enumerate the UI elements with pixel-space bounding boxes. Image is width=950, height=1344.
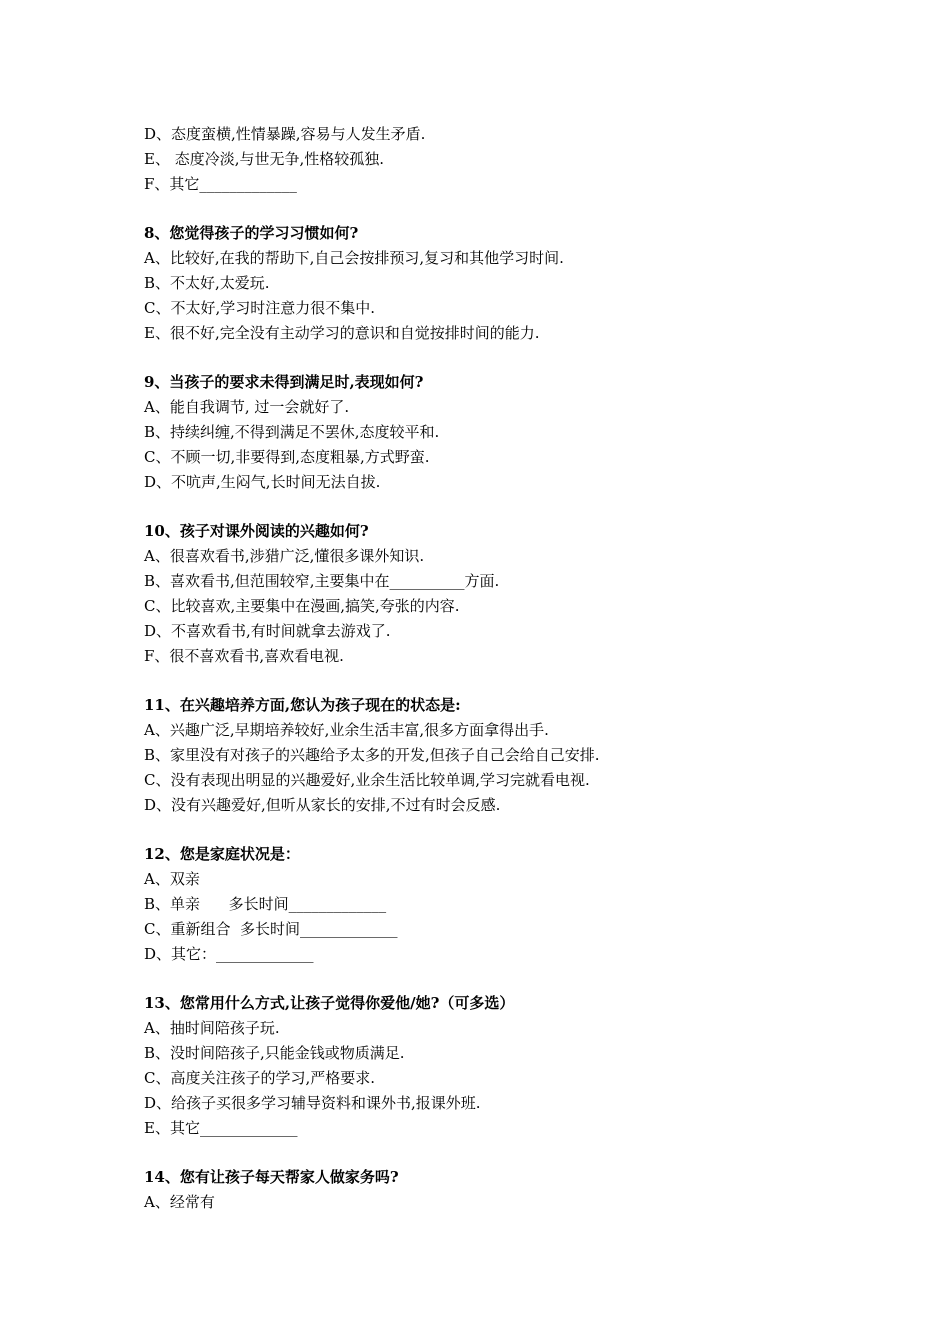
option-12-d: D、其它：_____________ <box>144 945 314 963</box>
option-13-a: A、抽时间陪孩子玩. <box>144 1019 280 1037</box>
option-10-a: A、很喜欢看书,涉猎广泛,懂很多课外知识. <box>144 547 425 565</box>
option-10-b: B、喜欢看书,但范围较窄,主要集中在__________方面. <box>144 572 500 590</box>
option-12-a: A、双亲 <box>144 870 200 888</box>
question-7-continued <box>144 122 824 197</box>
option-11-c: C、没有表现出明显的兴趣爱好,业余生活比较单调,学习完就看电视. <box>144 771 590 789</box>
question-12-title: 12、您是家庭状况是： <box>144 845 300 863</box>
option-13-c: C、高度关注孩子的学习,严格要求. <box>144 1069 376 1087</box>
question-10-title: 10、孩子对课外阅读的兴趣如何? <box>144 522 369 540</box>
question-13-title: 13、您常用什么方式,让孩子觉得你爱他/她?（可多选） <box>144 994 515 1012</box>
option-9-a: A、能自我调节, 过一会就好了. <box>144 398 350 416</box>
questionnaire-page <box>144 122 824 1215</box>
option-9-d: D、不吭声,生闷气,长时间无法自拔. <box>144 473 381 491</box>
option-13-e: E、其它_____________ <box>144 1119 298 1137</box>
option-10-c: C、比较喜欢,主要集中在漫画,搞笑,夸张的内容. <box>144 597 460 615</box>
option-9-c: C、不顾一切,非要得到,态度粗暴,方式野蛮. <box>144 448 430 466</box>
option-8-c: C、不太好,学习时注意力很不集中. <box>144 299 376 317</box>
question-8 <box>144 221 824 346</box>
option-11-b: B、家里没有对孩子的兴趣给予太多的开发,但孩子自己会给自己安排. <box>144 746 600 764</box>
question-11 <box>144 693 824 818</box>
option-8-b: B、不太好,太爱玩. <box>144 274 270 292</box>
option-7-f: F、其它_____________ <box>144 175 297 193</box>
question-12 <box>144 842 824 967</box>
option-10-f: F、很不喜欢看书,喜欢看电视. <box>144 647 344 665</box>
option-7-e: E、 态度冷淡,与世无争,性格较孤独. <box>144 150 385 168</box>
option-11-a: A、兴趣广泛,早期培养较好,业余生活丰富,很多方面拿得出手. <box>144 721 549 739</box>
question-11-title: 11、在兴趣培养方面,您认为孩子现在的状态是: <box>144 696 461 714</box>
option-13-b: B、没时间陪孩子,只能金钱或物质满足. <box>144 1044 405 1062</box>
question-9 <box>144 370 824 495</box>
option-11-d: D、没有兴趣爱好,但听从家长的安排,不过有时会反感. <box>144 796 501 814</box>
question-14-title: 14、您有让孩子每天帮家人做家务吗? <box>144 1168 399 1186</box>
option-12-c: C、重新组合 多长时间_____________ <box>144 920 398 938</box>
option-10-d: D、不喜欢看书,有时间就拿去游戏了. <box>144 622 391 640</box>
option-13-d: D、给孩子买很多学习辅导资料和课外书,报课外班. <box>144 1094 481 1112</box>
question-9-title: 9、当孩子的要求未得到满足时,表现如何? <box>144 373 424 391</box>
question-14 <box>144 1165 824 1215</box>
question-10 <box>144 519 824 669</box>
option-9-b: B、持续纠缠,不得到满足不罢休,态度较平和. <box>144 423 440 441</box>
question-13 <box>144 991 824 1141</box>
option-8-e: E、很不好,完全没有主动学习的意识和自觉按排时间的能力. <box>144 324 540 342</box>
option-8-a: A、比较好,在我的帮助下,自己会按排预习,复习和其他学习时间. <box>144 249 564 267</box>
option-14-a: A、经常有 <box>144 1193 215 1211</box>
option-7-d: D、态度蛮横,性情暴躁,容易与人发生矛盾. <box>144 125 426 143</box>
option-12-b: B、单亲 多长时间_____________ <box>144 895 387 913</box>
question-8-title: 8、您觉得孩子的学习习惯如何? <box>144 224 359 242</box>
